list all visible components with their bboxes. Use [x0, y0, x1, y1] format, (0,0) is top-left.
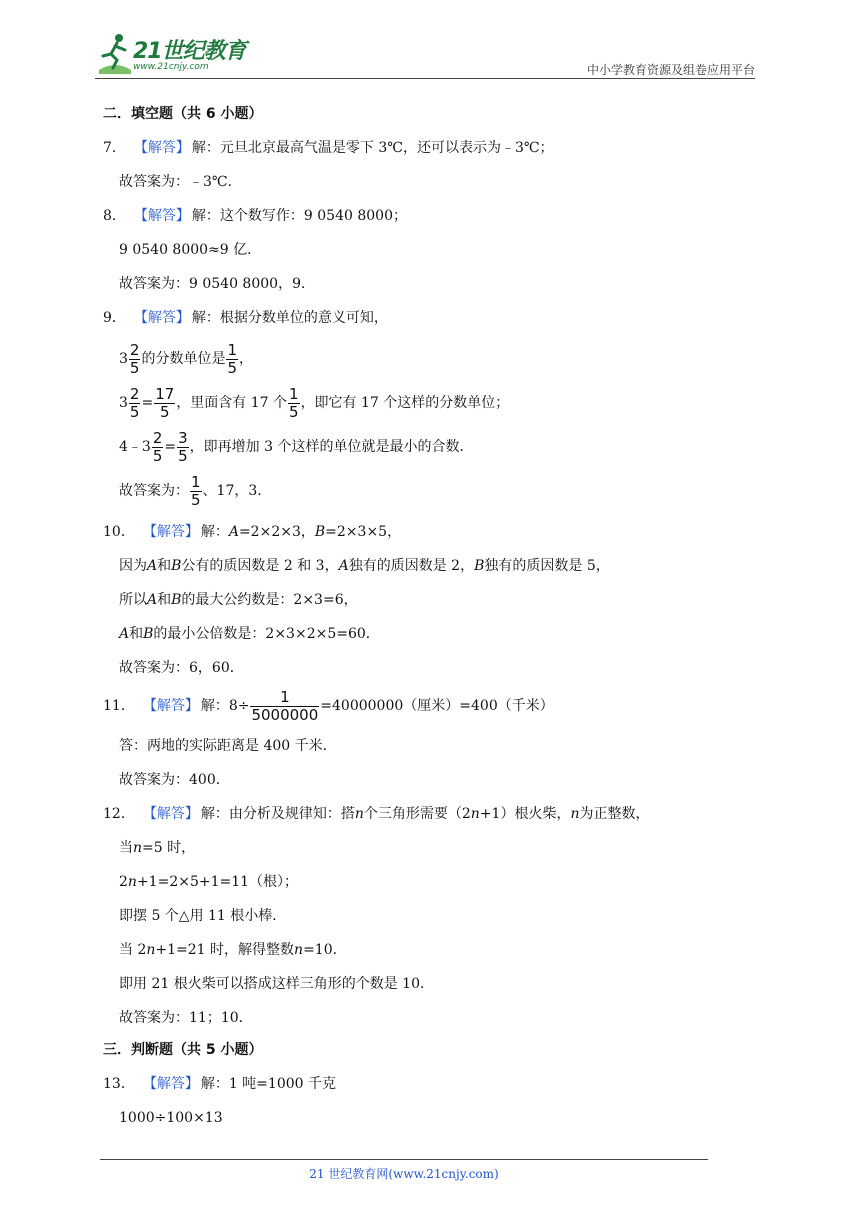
q9-line-2 [119, 342, 253, 376]
variable: B [474, 558, 485, 574]
header-divider [95, 78, 755, 79]
fraction [154, 386, 175, 421]
variable: A [119, 626, 130, 642]
q9-line-3 [119, 386, 509, 420]
text: 解：根据分数单位的意义可知， [191, 310, 388, 326]
text: 和 [157, 592, 172, 608]
text: 解：这个数写作：9 0540 8000； [191, 208, 407, 224]
logo-text: 21世纪教育 [133, 39, 246, 64]
text: 2 [119, 874, 128, 890]
numerator: 17 [155, 384, 175, 403]
q12-line-4: 即摆 5 个△用 11 根小棒． [119, 908, 287, 924]
text: 当 [119, 840, 133, 856]
q8-line-3: 故答案为：9 0540 8000，9． [119, 276, 315, 292]
q11-line-3: 故答案为：400． [119, 772, 230, 788]
q12-line-1 [103, 804, 649, 824]
numerator: 1 [227, 340, 238, 359]
denominator: 5 [152, 446, 163, 465]
q10-line-3 [119, 590, 358, 610]
numerator: 3 [178, 428, 188, 447]
q12-line-3 [119, 872, 298, 892]
denominator: 5 [178, 446, 188, 465]
text: ，即再增加 3 个这样的单位就是最小的合数． [189, 439, 474, 455]
fraction [129, 342, 141, 377]
fraction [250, 689, 319, 724]
question-number: 11． [103, 698, 135, 714]
text: =5 时， [142, 840, 196, 856]
variable: n [127, 874, 137, 890]
text: 解： [200, 524, 229, 540]
fraction [129, 386, 141, 421]
variable: B [171, 592, 182, 608]
whole-number: 3 [119, 351, 128, 367]
variable: n [354, 806, 364, 822]
question-number: 8． [103, 208, 126, 224]
q10-line-5: 故答案为：6，60． [119, 660, 244, 676]
platform-name: 中小学教育资源及组卷应用平台 [586, 63, 755, 77]
variable: n [294, 942, 304, 958]
q13-line-1 [103, 1074, 336, 1094]
fraction [152, 430, 164, 465]
text: ，里面含有 17 个 [176, 395, 288, 411]
denominator: 5 [129, 358, 140, 377]
text: 独有的质因数是 2， [348, 558, 475, 574]
fraction [288, 386, 300, 421]
q9-line-1 [103, 308, 388, 328]
denominator: 5 [129, 402, 140, 421]
text: 个三角形需要（2 [363, 806, 471, 822]
whole-number: 3 [141, 439, 151, 455]
text: 解：8÷ [200, 698, 250, 714]
question-number: 7． [103, 140, 126, 156]
text: 4﹣ [119, 439, 142, 455]
text: ，即它有 17 个这样的分数单位； [300, 395, 510, 411]
runner-icon [95, 30, 135, 76]
text: 的最大公约数是：2×3=6， [181, 592, 358, 608]
q11-line-1 [103, 688, 554, 724]
text: =2×2×3， [238, 524, 315, 540]
text: 当 2 [119, 942, 147, 958]
text: 所以 [119, 592, 147, 608]
text: =40000000（厘米）=400（千米） [320, 698, 554, 714]
fraction [177, 430, 189, 465]
question-number: 13． [103, 1076, 135, 1092]
text: 故答案为： [119, 483, 189, 499]
q12-line-5 [119, 940, 347, 960]
variable: n [146, 942, 156, 958]
denominator: 5 [191, 490, 201, 509]
q9-line-4 [119, 430, 473, 464]
text: 解：由分析及规律知：搭 [200, 806, 355, 822]
q8-line-1 [103, 206, 407, 226]
page-header [95, 28, 755, 80]
denominator: 5 [289, 402, 299, 421]
logo-url: www.21cnjy.com [133, 62, 209, 72]
equals: = [164, 439, 177, 455]
page-footer: 21 世纪教育网(www.21cnjy.com) [309, 1167, 499, 1181]
answer-tag: 【解答】 [142, 524, 199, 540]
equals: = [141, 395, 154, 411]
text: ， [239, 351, 254, 367]
variable: A [147, 592, 158, 608]
text: =10． [303, 942, 347, 958]
text: 和 [157, 558, 172, 574]
text: 独有的质因数是 5， [484, 558, 610, 574]
q9-line-5 [119, 474, 271, 508]
denominator: 5 [159, 402, 170, 421]
variable: n [570, 806, 580, 822]
text: 的分数单位是 [141, 351, 226, 367]
text: 的最小公倍数是：2×3×2×5=60． [153, 626, 380, 642]
text: +1=21 时，解得整数 [155, 942, 295, 958]
variable: n [470, 806, 480, 822]
q10-line-4 [119, 624, 380, 644]
q7-line-2: 故答案为：﹣3℃． [119, 174, 242, 190]
answer-tag: 【解答】 [142, 698, 199, 714]
variable: B [171, 558, 182, 574]
variable: n [133, 840, 143, 856]
section-title: 三．判断题（共 5 小题） [103, 1042, 263, 1058]
numerator: 2 [152, 428, 163, 447]
numerator: 1 [191, 472, 201, 491]
denominator: 5000000 [251, 705, 319, 724]
text: 解：元旦北京最高气温是零下 3℃，还可以表示为﹣3℃； [191, 140, 554, 156]
text: 、17，3． [202, 483, 272, 499]
text: 因为 [119, 558, 147, 574]
text: 为正整数， [579, 806, 650, 822]
text: 公有的质因数是 2 和 3， [181, 558, 339, 574]
whole-number: 3 [119, 395, 128, 411]
fraction [190, 474, 202, 509]
variable: A [228, 524, 239, 540]
variable: B [314, 524, 326, 540]
q12-line-2 [119, 838, 195, 858]
logo [95, 28, 265, 78]
text: 解：1 吨=1000 千克 [200, 1076, 336, 1092]
q10-line-1 [103, 522, 401, 542]
fraction [226, 342, 238, 377]
answer-tag: 【解答】 [133, 208, 190, 224]
q13-line-2: 1000÷100×13 [119, 1110, 223, 1126]
section-title: 二．填空题（共 6 小题） [103, 106, 263, 122]
question-number: 9． [103, 310, 126, 326]
numerator: 2 [129, 384, 140, 403]
question-number: 10． [103, 524, 135, 540]
variable: A [147, 558, 158, 574]
text: +1=2×5+1=11（根）； [136, 874, 299, 890]
variable: B [143, 626, 154, 642]
q12-line-7: 故答案为：11；10． [119, 1010, 253, 1026]
q11-line-2: 答：两地的实际距离是 400 千米． [119, 738, 337, 754]
q12-line-6: 即用 21 根火柴可以搭成这样三角形的个数是 10． [119, 976, 434, 992]
numerator: 2 [129, 340, 140, 359]
footer-divider [100, 1159, 708, 1160]
text: 和 [129, 626, 144, 642]
answer-tag: 【解答】 [142, 1076, 199, 1092]
numerator: 1 [280, 687, 290, 706]
q10-line-2 [119, 556, 610, 576]
denominator: 5 [227, 358, 238, 377]
question-number: 12． [103, 806, 135, 822]
q8-line-2: 9 0540 8000≈9 亿． [119, 242, 262, 258]
text: =2×3×5， [325, 524, 402, 540]
text: +1）根火柴， [479, 806, 571, 822]
answer-tag: 【解答】 [133, 310, 190, 326]
answer-tag: 【解答】 [142, 806, 199, 822]
variable: A [338, 558, 349, 574]
answer-tag: 【解答】 [133, 140, 190, 156]
numerator: 1 [289, 384, 299, 403]
q7-line-1 [103, 138, 554, 158]
